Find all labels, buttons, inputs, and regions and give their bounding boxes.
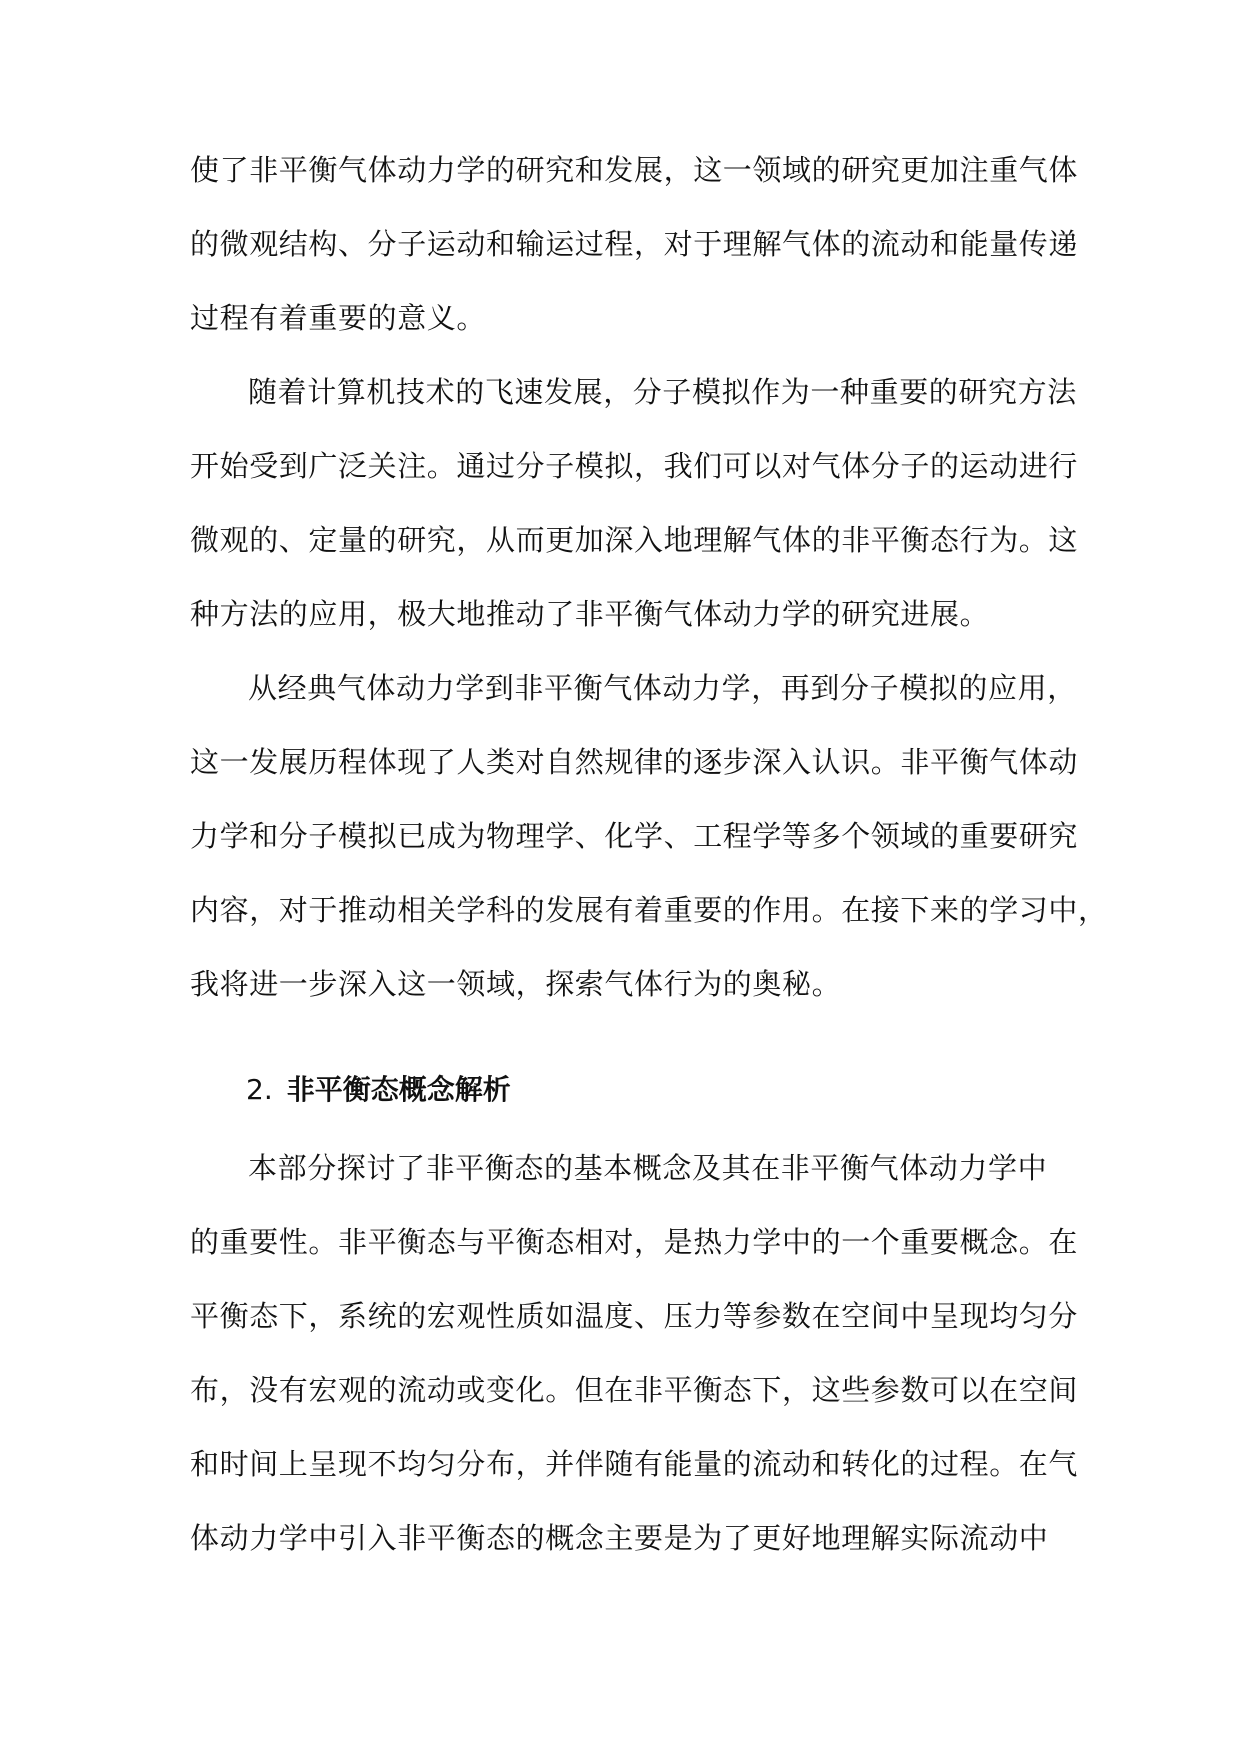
section-paragraph-line-1: 本部分探讨了非平衡态的基本概念及其在非平衡气体动力学中 [248,1151,1048,1185]
paragraph-1-line-2: 的微观结构、分子运动和输运过程，对于理解气体的流动和能量传递 [190,227,1079,261]
paragraph-2-line-2: 开始受到广泛关注。通过分子模拟，我们可以对气体分子的运动进行 [190,449,1079,483]
paragraph-3-line-2: 这一发展历程体现了人类对自然规律的逐步深入认识。非平衡气体动 [190,745,1079,779]
paragraph-2-line-3: 微观的、定量的研究，从而更加深入地理解气体的非平衡态行为。这 [190,523,1079,557]
paragraph-1-line-3: 过程有着重要的意义。 [190,301,487,335]
paragraph-2-line-4: 种方法的应用，极大地推动了非平衡气体动力学的研究进展。 [190,597,990,631]
paragraph-3-line-5: 我将进一步深入这一领域，探索气体行为的奥秘。 [190,967,842,1001]
section-paragraph-line-5: 和时间上呈现不均匀分布，并伴随有能量的流动和转化的过程。在气 [190,1447,1079,1481]
paragraph-2-line-1: 随着计算机技术的飞速发展，分子模拟作为一种重要的研究方法 [248,375,1077,409]
paragraph-3-line-4: 内容，对于推动相关学科的发展有着重要的作用。在接下来的学习中， [190,893,1108,927]
paragraph-1-line-1: 使了非平衡气体动力学的研究和发展，这一领域的研究更加注重气体 [190,153,1079,187]
section-number: 2. [246,1073,273,1106]
section-heading [246,1070,511,1110]
section-paragraph-line-4: 布，没有宏观的流动或变化。但在非平衡态下，这些参数可以在空间 [190,1373,1079,1407]
section-paragraph-line-6: 体动力学中引入非平衡态的概念主要是为了更好地理解实际流动中 [190,1521,1049,1555]
section-title: 非平衡态概念解析 [286,1073,511,1106]
paragraph-3-line-1: 从经典气体动力学到非平衡气体动力学，再到分子模拟的应用， [248,671,1077,705]
section-paragraph-line-2: 的重要性。非平衡态与平衡态相对，是热力学中的一个重要概念。在 [190,1225,1079,1259]
paragraph-3-line-3: 力学和分子模拟已成为物理学、化学、工程学等多个领域的重要研究 [190,819,1079,853]
section-paragraph-line-3: 平衡态下，系统的宏观性质如温度、压力等参数在空间中呈现均匀分 [190,1299,1079,1333]
